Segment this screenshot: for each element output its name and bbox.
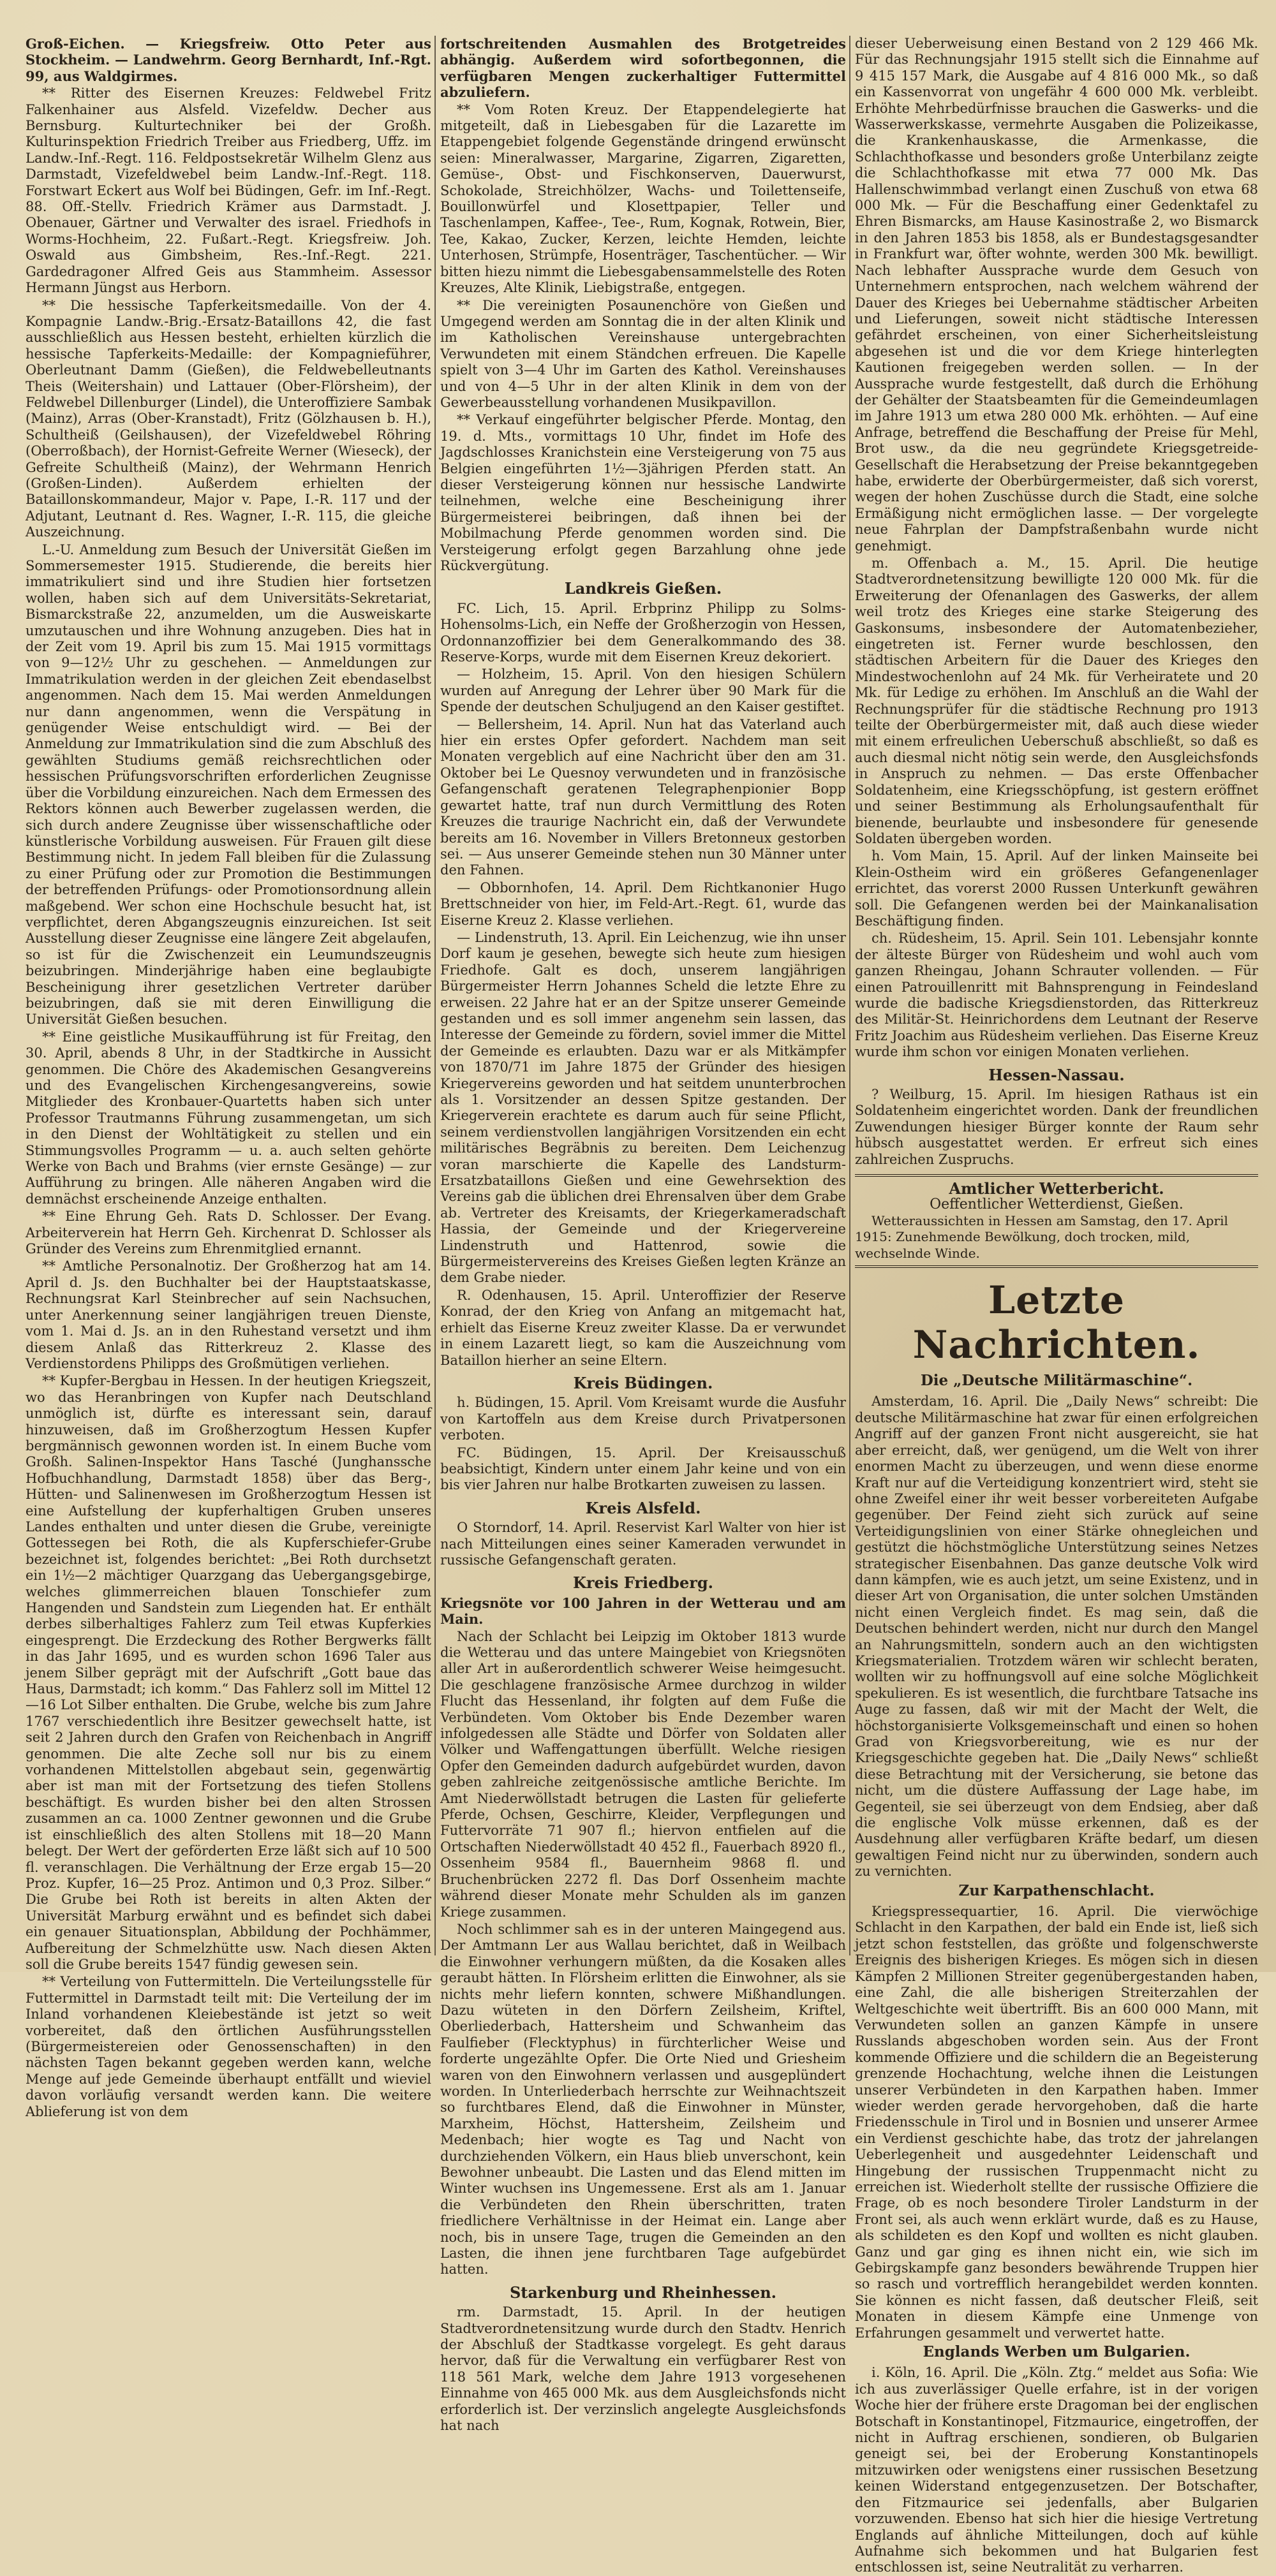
article-paragraph: Nach der Schlacht bei Leipzig im Oktober 1813 wurde die Wetterau und das untere Maingebiet von Kriegsnöten aller Art in außerordentlich schwerer Weise heimgesucht. Die geschlagene französische Armee durchzog in wilder Flucht das Hessenland, ihr folgten auf dem Fuße die Verbündeten. Vom Oktober bis Ende Dezember waren infolgedessen alle Städte und Dörfer von Soldaten aller Völker und Waffengattungen überfüllt. Welche riesigen Opfer den Gemeinden dadurch aufgebürdet wurden, davon geben zahlreiche zeitgenössische amtliche Berichte. Im Amt Niederwöllstadt betrugen die Lasten für gelieferte Pferde, Ochsen, Geschirre, Kleider, Verpflegungen und Futtervorräte 71 907 fl.; hiervon entfielen auf die Ortschaften Niederwöllstadt 40 452 fl., Fauerbach 8920 fl., Ossenheim 9584 fl., Bauernheim 9868 fl. und Bruchenbrücken 2272 fl. Das Dorf Ossenheim machte während dieser Monate mehr Schulden als im ganzen Kriege zusammen. [440, 1628, 846, 1920]
article-paragraph: — Lindenstruth, 13. April. Ein Leichenzug, wie ihn unser Dorf kaum je gesehen, bewegte sich heute zum hiesigen Friedhofe. Galt es doch, unserem langjährigen Bürgermeister Herrn Johannes Scheld die letzte Ehre zu erweisen. 22 Jahre hat er an der Spitze unserer Gemeinde gestanden und es soll immer angenehm sein lassen, das Interesse der Gemeinde zu fördern, soviel immer die Mittel der Gemeinde es erlaubten. Dazu war er als Mitkämpfer von 1870/71 im Jahre 1875 der Gründer des hiesigen Kriegervereins geworden und hat seitdem ununterbrochen als 1. Vorsitzender an dessen Spitze gestanden. Der Kriegerverein erachtete es darum auch für seine Pflicht, seinem verdienstvollen langjährigen Vorsitzenden ein echt militärisches Begräbnis zu bereiten. Dem Leichenzug voran marschierte die Kapelle des Landsturm-Ersatzbataillons Gießen und eine Gewehrsektion des Vereins gab die üblichen drei Ehrensalven über dem Grabe ab. Vertreter des Kreisamts, der Kriegerkameradschaft Hassia, der Gemeinde und der Kriegervereine Lindenstruth und Hattenrod, sowie die Bürgermeistervereins des Kreises Gießen legten Kränze an dem Grabe nieder. [440, 929, 846, 1286]
article-paragraph: Kriegsnöte vor 100 Jahren in der Wetterau und am Main. [440, 1594, 846, 1628]
column-2 [440, 36, 846, 2434]
article-paragraph: rm. Darmstadt, 15. April. In der heutigen Stadtverordnetensitzung wurde durch den Stadtv. Henrich der Abschluß der Stadtkasse vorgelegt. Es geht daraus hervor, daß für die Verwaltung ein verfügbarer Rest von 118 561 Mark, welche dem Jahre 1913 vorgesehenen Einnahme von 465 000 Mk. aus dem Ausgleichsfonds nicht erforderlich ist. Der verzinslich angelegte Ausgleichsfonds hat nach [440, 2304, 846, 2434]
article-paragraph: Amsterdam, 16. April. Die „Daily News“ schreibt: Die deutsche Militärmaschine hat zwar für einen erfolgreichen Angriff auf der ganzen Front nicht ausgereicht, sie hat aber erreicht, daß, wer genügend, um die Welt von ihrer enormen Macht zu überzeugen, und wenn diese enorme Kraft nur auf die Verteidigung konzentriert wird, steht sie ohne Zweifel einer ihr weit besser vorbereiteten Aufgabe gegenüber. Der Feind zieht sich zurück auf seine Verteidigungslinien von einer Stärke ohnegleichen und gestützt die höchstmögliche Unterstützung seines Netzes strategischer Eisenbahnen. Das ganze deutsche Volk wird dann kämpfen, wie es auch jetzt, um seine Existenz, und in dieser Art von Organisation, die unter solchen Umständen nicht einen Vergleich findet. Es mag sein, daß die Deutschen behindert werden, nicht nur durch den Mangel an Nahrungsmitteln, sondern auch an den wichtigsten Kriegsmaterialien. Trotzdem wären wir schlecht beraten, wollten wir zu hoffnungsvoll auf eine solche Möglichkeit spekulieren. Es ist wesentlich, die furchtbare Tatsache ins Auge zu fassen, daß wir mit der Macht der Welt, die höchstorganisierte Volksgemeinschaft und einen so hohen Grad von Kriegsvorbereitung, wie es nur der Kriegsgeschichte gegeben hat. Die „Daily News“ schließt diese Betrachtung mit der Versicherung, sie betone das nicht, um die düstere Auffassung der Lage habe, im Gegenteil, sie sei überzeugt von dem Endsieg, aber daß die englische Volk müsse erkennen, daß es der Ausdehnung aller verfügbaren Kräfte bedarf, um diesen gewaltigen Feind nicht nur zu überwinden, sondern auch zu vernichten. [855, 1394, 1258, 1880]
article-paragraph: ** Amtliche Personalnotiz. Der Großherzog hat am 14. April d. Js. den Buchhalter bei der Hauptstaatskasse, Rechnungsrat Karl Steinbrecher auf sein Nachsuchen, unter Anerkennung seiner langjährigen treuen Dienste, vom 1. Mai d. Js. an in den Ruhestand versetzt und ihm diesem Anlaß das Ritterkreuz 2. Klasse des Verdienstordens Philipps des Großmütigen verliehen. [26, 1258, 431, 1371]
article-paragraph: O Storndorf, 14. April. Reservist Karl Walter von hier ist nach Mitteilungen eines seiner Kameraden verwundet in russische Gefangenschaft geraten. [440, 1520, 846, 1568]
column-1 [26, 36, 431, 2119]
article-paragraph: ** Verkauf eingeführter belgischer Pferde. Montag, den 19. d. Mts., vormittags 10 Uhr, findet im Hofe des Jagdschlosses Kranichstein eine Versteigerung von 75 aus Belgien eingeführten 1½—3jährigen Pferden statt. An dieser Versteigerung können nur hessische Landwirte teilnehmen, welche eine Bescheinigung ihrer Bürgermeisterei beibringen, daß ihnen bei der Mobilmachung Pferde genommen worden sind. Die Versteigerung erfolgt gegen Barzahlung ohne jede Rückvergütung. [440, 412, 846, 573]
section-heading: Kreis Alsfeld. [585, 1498, 701, 1517]
weather-report-line: Wetteraussichten in Hessen am Samstag, den 17. April 1915: Zunehmende Bewölkung, doch trocken, mild, wechselnde Winde. [855, 1212, 1228, 1261]
article-paragraph: ** Verteilung von Futtermitteln. Die Verteilungsstelle für Futtermittel in Darmstadt teilt mit: Die Verteilung der im Inland vorhandenen Kleiebestände ist jetzt so weit vorbereitet, daß den örtlichen Ausführungsstellen (Bürgermeistereien oder Genossenschaften) in den nächsten Tagen bekannt gegeben werden kann, welche Menge auf jede Gemeinde überhaupt entfällt und wieviel davon vorläufig versandt werden kann. Die weitere Ablieferung ist von dem [26, 1974, 431, 2119]
article-paragraph: m. Offenbach a. M., 15. April. Die heutige Stadtverordnetensitzung bewilligte 120 000 Mk. für die Erweiterung der Ofenanlagen des Gaswerks, der allem weil trotz des Krieges eine starke Steigerung des Gaskonsums, insbesondere der Automatenbezieher, eingetreten ist. Ferner wurde beschlossen, den städtischen Arbeitern für die Dauer des Krieges den Mindestwochenlohn auf 24 Mk. für Verheiratete und 20 Mk. für Ledige zu erhöhen. Im Anschluß an die Wahl der Rechnungsprüfer für die städtische Rechnung pro 1913 teilte der Oberbürgermeister mit, daß auch diese wieder mit einem erfreulichen Ueberschuß abschließt, so daß es auch diesmal nicht nötig sein werde, den Ausgleichsfonds in Anspruch zu nehmen. — Das erste Offenbacher Soldatenheim, eine Kriegsschöpfung, ist gestern eröffnet und seiner Bestimmung als Erholungsaufenthalt für bienende, beurlaubte und insbesondere für genesende Soldaten übergeben worden. [855, 556, 1258, 846]
article-paragraph: Groß-Eichen. — Kriegsfreiw. Otto Peter aus Stockheim. — Landwehrm. Georg Bernhardt, Inf.-Rgt. 99, aus Waldgirmes. [26, 36, 431, 84]
article-paragraph: h. Vom Main, 15. April. Auf der linken Mainseite bei Klein-Ostheim wird ein größeres Gefangenenlager errichtet, das vorerst 2000 Russen Unterkunft gewähren soll. Die Gefangenen werden bei der Mainkanalisation Beschäftigung finden. [855, 848, 1258, 929]
article-paragraph: dieser Ueberweisung einen Bestand von 2 129 466 Mk. Für das Rechnungsjahr 1915 stellt sich die Einnahme auf 9 415 157 Mark, die Ausgabe auf 4 816 000 Mk., so daß ein Kassenvorrat von ungefähr 4 600 000 Mk. verbleibt. Erhöhte Mehrbedürfnisse brauchen die Gaswerks- und die Wasserwerkskasse, vermehrte Ausgaben die Polizeikasse, die Krankenhauskasse, die Armenkasse, die Schlachthofkasse und besonders große Unterbilanz zeigte die Schlachthofkasse mit etwa 77 000 Mk. Das Hallenschwimmbad verlangt einen Zuschuß von etwa 68 000 Mk. — Für die Beschaffung einer Gedenktafel zu Ehren Bismarcks, am Hause Kasinostraße 2, wo Bismarck in den Jahren 1853 bis 1858, als er Bundestagsgesandter in Frankfurt war, öfter wohnte, werden 300 Mk. bewilligt. Nach lebhafter Aussprache wurde dem Gesuch von Unternehmern entsprochen, nach welchem während der Dauer des Krieges bei Uebernahme städtischer Arbeiten und Lieferungen, soweit nicht städtische Interessen gefährdet erscheinen, von einer Sicherheitsleistung abgesehen ist und die vor dem Kriege hinterlegten Kautionen freigegeben werden sollen. — In der Aussprache wurde festgestellt, daß durch die Erhöhung der Gehälter der Staatsbeamten für die Gemeindeumlagen im Jahre 1913 um etwa 280 000 Mk. erhöhten. — Auf eine Anfrage, betreffend die Beschaffung der Preise für Mehl, Brot usw., da die neu gegründete Kriegsgetreide-Gesellschaft die Herabsetzung der Preise bekanntgegeben habe, erwiderte der Oberbürgermeister, daß sich vorerst, wegen der hohen Zuschüsse durch die Stadt, eine solche Ermäßigung nicht ermöglichen lasse. — Der vorgelegte neue Fahrplan der Dampfstraßenbahn wurde nicht genehmigt. [855, 36, 1258, 554]
article-paragraph: FC. Lich, 15. April. Erbprinz Philipp zu Solms-Hohensolms-Lich, ein Neffe der Großherzogin von Hessen, Ordonnanzoffizier bei dem Generalkommando des 38. Reserve-Korps, wurde mit dem Eisernen Kreuz dekoriert. [440, 600, 846, 665]
column-3 [855, 36, 1258, 2575]
article-paragraph: i. Köln, 16. April. Die „Köln. Ztg.“ meldet aus Sofia: Wie ich aus zuverlässiger Quelle erfahre, ist in der vorigen Woche hier der frühere erste Dragoman bei der englischen Botschaft in Konstantinopel, Fitzmaurice, eingetroffen, der nicht in Auftrag erschienen, sondieren, ob Bulgarien geneigt sei, bei der Eroberung Konstantinopels mitzuwirken oder wenigstens einer russischen Besetzung keinen Widerstand entgegenzusetzen. Der Botschafter, den Fitzmaurice sei jedenfalls, aber Bulgarien vorzuwenden. Ebenso hat sich hier die hiesige Vertretung Englands auf ähnliche Mitteilungen, doch auf kühle Aufnahme sich bekommen und hat Bulgarien fest entschlossen ist, seine Neutralität zu verharren. [855, 2365, 1258, 2575]
weather-report-line: Amtlicher Wetterbericht. [949, 1179, 1164, 1198]
article-paragraph: h. Büdingen, 15. April. Vom Kreisamt wurde die Ausfuhr von Kartoffeln aus dem Kreise durch Privatpersonen verboten. [440, 1395, 846, 1443]
article-paragraph: ** Eine Ehrung Geh. Rats D. Schlosser. Der Evang. Arbeiterverein hat Herrn Geh. Kirchenrat D. Schlosser als Gründer des Vereins zum Ehrenmitglied ernannt. [26, 1209, 431, 1257]
article-paragraph: ** Kupfer-Bergbau in Hessen. In der heutigen Kriegszeit, wo das Heranbringen von Kupfer nach Deutschland unmöglich ist, dürfte es interessant sein, darauf hinzuweisen, daß im Großherzogtum Hessen Kupfer bergmännisch gewonnen worden ist. In einem Buche vom Großh. Salinen-Inspektor Hans Tasché (Junghanssche Hofbuchhandlung, Darmstadt 1858) über das Berg-, Hütten- und Salinenwesen im Großherzogtum Hessen ist eine Aufstellung der kupferhaltigen Gruben unseres Landes enthalten und unter diesen die Grube, vereinigte Gottessegen bei Roth, die als Kupferschiefer-Grube bezeichnet ist, folgendes berichtet: „Bei Roth durchsetzt ein 1½—2 mächtiger Quarzgang das Uebergangsgebirge, welches glimmerreichen blauen Tonschiefer zum Hangenden und Sandstein zum Liegenden hat. Er enthält derbes silberhaltiges Fahlerz zum Teil etwas Kupferkies eingesprengt. Die Erzdeckung des Rother Bergwerks fällt in das Jahr 1695, und es wurden schon 1696 Taler aus jenem Silber geprägt mit der Aufschrift „Gott baue das Haus, Darmstadt; ich komm.“ Das Fahlerz soll im Mittel 12—16 Lot Silber enthalten. Die Grube, welche bis zum Jahre 1767 verschiedentlich ihre Besitzer gewechselt hatte, ist seit 2 Jahren durch den Grafen von Reichenbach in Angriff genommen. Die alte Zeche soll nur bis zu einem vorhandenen Mittelstollen abgebaut sein, gegenwärtig aber ist man mit der Fortsetzung des tiefen Stollens beschäftigt. Es wurden bisher bei den alten Strossen zusammen an ca. 1000 Zentner gewonnen und die Grube ist einschließlich des alten Stollens mit 18—20 Mann belegt. Der Wert der geförderten Erze läßt sich auf 10 500 fl. veranschlagen. Die Verhältnung der Erze ergab 15—20 Proz. Kupfer, 16—25 Proz. Antimon und 0,3 Proz. Silber.“ Die Grube bei Roth ist bereits in alten Akten der Universität Marburg erwähnt und es befindet sich dabei ein genauer Situationsplan, Abbildung der Pochhämmer, Aufbereitung der Schmelzhütte usw. Nach diesen Akten soll die Grube bereits 1547 fündig gewesen sein. [26, 1373, 431, 1972]
article-paragraph: Noch schlimmer sah es in der unteren Maingegend aus. Der Amtmann Ler aus Wallau berichtet, daß in Weilbach die Einwohner verhungern müßten, da die Kosaken alles geraubt hätten. In Flörsheim erlitten die Einwohner, als sie nichts mehr liefern konnten, schwere Mißhandlungen. Dazu wüteten in den Dörfern Zeilsheim, Kriftel, Oberliederbach, Hattersheim und Schwanheim das Faulfieber (Flecktyphus) in fürchterlicher Weise und forderte ungezählte Opfer. Die Orte Nied und Griesheim waren von den Einwohnern verlassen und ausgeplündert worden. In Unterliederbach herrschte zur Weihnachtszeit so furchtbares Elend, daß die Einwohner in Münster, Marxheim, Höchst, Hattersheim, Zeilsheim und Medenbach; hier wogte es Tag und Nacht von durchziehenden Völkern, ein Haus blieb unverschont, kein Bewohner unbeaubt. Die Lasten und das Elend mitten im Winter wuchsen ins Ungemessene. Erst als am 1. Januar die Verbündeten den Rhein überschritten, traten friedlichere Verhältnisse in der Heimat ein. Lange aber noch, bis in unsere Tage, trugen die Gemeinden an den Lasten, die ihnen jene furchtbaren Tage aufgebürdet hatten. [440, 1921, 846, 2278]
article-paragraph: — Bellersheim, 14. April. Nun hat das Vaterland auch hier ein erstes Opfer gefordert. Nachdem man seit Monaten vergeblich auf eine Nachricht über den am 31. Oktober bei Le Quesnoy verwundeten und in französische Gefangenschaft geratenen Telegraphenpionier Bopp gewartet hatte, traf nun durch Vermittlung des Roten Kreuzes die traurige Nachricht ein, daß der Verwundete bereits am 16. November in Villers Bretonneux gestorben sei. — Aus unserer Gemeinde stehen nun 30 Männer unter den Fahnen. [440, 716, 846, 878]
section-heading: Landkreis Gießen. [564, 579, 722, 598]
article-paragraph: — Holzheim, 15. April. Von den hiesigen Schülern wurden auf Anregung der Lehrer über 90 Mark für die Spende der deutschen Schuljugend an den Kaiser gestiftet. [440, 666, 846, 715]
article-paragraph: ** Vom Roten Kreuz. Der Etappendelegierte hat mitgeteilt, daß in Liebesgaben für die Lazarette im Etappengebiet folgende Gegenstände dringend erwünscht seien: Mineralwasser, Margarine, Zigarren, Zigaretten, Gemüse-, Obst- und Fischkonserven, Dauerwurst, Schokolade, Streichhölzer, Wachs- und Toilettenseife, Bouillonwürfel und Klosettpapier, Teller und Taschenlampen, Kaffee-, Tee-, Rum, Kognak, Rotwein, Bier, Tee, Kakao, Zucker, Kerzen, leichte Hemden, leichte Unterhosen, Strümpfe, Hosenträger, Taschentücher. — Wir bitten hiezu nimmt die Liebesgabensammelstelle des Roten Kreuzes, Alte Klinik, Liebigstraße, entgegen. [440, 101, 846, 296]
article-paragraph: ** Eine geistliche Musikaufführung ist für Freitag, den 30. April, abends 8 Uhr, in der Stadtkirche in Aussicht genommen. Die Chöre des Akademischen Gesangvereins und des Evangelischen Kirchengesangvereins, sowie Mitglieder des Kronbauer-Quartetts haben sich unter Professor Trautmanns Führung zusammengetan, um sich in den Dienst der Wohltätigkeit zu stellen und ein Stimmungsvolles Programm — u. a. auch selten gehörte Werke von Bach und Brahms (vier ernste Gesänge) — zur Aufführung zu bringen. Alle näheren Angaben wird die demnächst erscheinende Anzeige enthalten. [26, 1029, 431, 1207]
article-paragraph: Kriegspressequartier, 16. April. Die vierwöchige Schlacht in den Karpathen, der bald ein Ende ist, ließ sich jetzt schon feststellen, das größte und folgenschwerste Ereignis des bisherigen Krieges. Es mögen sich in diesen Kämpfen 2 Millionen Streiter gegenübergestanden haben, eine Zahl, die alle bisherigen Streiterzahlen der Weltgeschichte weit übertrifft. Bis an 600 000 Mann, mit Verwundeten sollen an ganzen Kämpfe in unsere Russlands abgeschoben worden sein. Aus der Front kommende Offiziere und die schildern die an Begeisterung grenzende Hochachtung, welche ihnen die Leistungen unserer Verbündeten in den Karpathen haben. Immer wieder werden gerade hervorgehoben, daß die harte Friedensschule in Tirol und in Bosnien und unserer Armee ein Verdienst geschichte habe, das trotz der jahrelangen Ueberlegenheit und ausgedehnter Leidenschaft und Hingebung der russischen Truppenmacht nicht zu erreichen ist. Wiederholt stellte der russische Offiziere die Frage, ob es noch besondere Tiroler Landsturm in der Front sei, als auch wenn erklärt wurde, daß es zu Hause, als schildeten es den Kopf und wollten es nicht glauben. Ganz und gar ging es ihnen nicht ein, wie sich im Gebirgskampfe ganz besonders bewährende Truppen hier so rasch und vortrefflich herangebildet werden konnten. Sie können es nicht fassen, daß deutscher Fleiß, seit Monaten in diesem Kämpfe eine Unmenge von Erfahrungen gesammelt und verwertet hatte. [855, 1904, 1258, 2341]
article-paragraph: fortschreitenden Ausmahlen des Brotgetreides abhängig. Außerdem wird sofortbegonnen, die verfügbaren Mengen zuckerhaltiger Futtermittel abzuliefern. [440, 36, 846, 101]
article-paragraph: ** Die hessische Tapferkeitsmedaille. Von der 4. Kompagnie Landw.-Brig.-Ersatz-Bataillons 42, die fast ausschließlich aus Hessen besteht, erhielten kürzlich die hessische Tapferkeits-Medaille: der Kompagnieführer, Oberleutnant Damm (Gießen), die Feldwebelleutnants Theis (Weitershain) und Lattauer (Ober-Flörsheim), der Feldwebel Dillenburger (Lindel), die Unteroffiziere Sambak (Mainz), Arras (Ober-Kranstadt), Fritz (Gölzhausen b. H.), Schultheiß (Geilshausen), der Vizefeldwebel Röhring (Oberroßbach), der Hornist-Gefreite Werner (Wieseck), der Gefreite Schultheiß (Mainz), der Wehrmann Henrich (Großen-Linden). Außerdem erhielten der Bataillonskommandeur, Major v. Pape, I.-R. 117 und der Adjutant, Leutnant d. Res. Wagner, I.-R. 115, die gleiche Auszeichnung. [26, 297, 431, 540]
article-paragraph: ** Die vereinigten Posaunenchöre von Gießen und Umgegend werden am Sonntag die in der alten Klinik und im Katholischen Vereinshause untergebrachten Verwundeten mit einem Ständchen erfreuen. Die Kapelle spielt von 3—4 Uhr im Garten des Kathol. Vereinshauses und von 4—5 Uhr in der alten Klinik in dem von der Gewerbeausstellung vorhandenen Musikpavillon. [440, 297, 846, 410]
article-paragraph: — Obbornhofen, 14. April. Dem Richtkanonier Hugo Brettschneider von hier, im Feld-Art.-Regt. 61, wurde das Eiserne Kreuz 2. Klasse verliehen. [440, 880, 846, 928]
article-paragraph: ch. Rüdesheim, 15. April. Sein 101. Lebensjahr konnte der älteste Bürger von Rüdesheim und wohl auch vom ganzen Rheingau, Johann Schrauter vollenden. — Für einen Patrouillenritt mit Bahnsprengung in Feindesland wurde die badische Kriegsdienstorden, das Ritterkreuz des Militär-St. Heinrichordens dem Leutnant der Reserve Fritz Joachim aus Rüdesheim verliehen. Das Eiserne Kreuz wurde ihm schon vor einigen Monaten verliehen. [855, 931, 1258, 1060]
section-heading: Kreis Friedberg. [572, 1573, 714, 1593]
section-heading: Starkenburg und Rheinhessen. [509, 2283, 777, 2302]
section-heading: Kreis Büdingen. [573, 1373, 713, 1392]
column-divider [434, 36, 436, 1955]
article-paragraph: ? Weilburg, 15. April. Im hiesigen Rathaus ist ein Soldatenheim eingerichtet worden. Dank der freundlichen Zuwendungen hiesiger Bürger konnte der Raum sehr hübsch ausgestattet werden. Er erfreut sich eines zahlreichen Zuspruchs. [855, 1087, 1258, 1167]
article-paragraph: FC. Büdingen, 15. April. Der Kreisausschuß beabsichtigt, Kindern unter einem Jahr keine und von ein bis vier Jahren nur halbe Brotkarten zuweisen zu lassen. [440, 1445, 846, 1493]
article-paragraph: ** Ritter des Eisernen Kreuzes: Feldwebel Fritz Falkenhainer aus Alsfeld. Vizefeldw. Decher aus Bernsburg. Kulturtechniker bei der Großh. Kulturinspektion Friedrich Treiber aus Friedberg, Uffz. im Landw.-Inf.-Regt. 116. Feldpostsekretär Wilhelm Glenz aus Darmstadt, Vizefeldwebel beim Landw.-Inf.-Regt. 118. Forstwart Eckert aus Wolf bei Büdingen, Gefr. im Inf.-Regt. 88. Off.-Stellv. Friedrich Krämer aus Darmstadt. J. Obenauer, Gärtner und Verwalter des israel. Friedhofs in Worms-Hochheim, 22. Fußart.-Regt. Kriegsfreiw. Joh. Oswald aus Gimbsheim, Res.-Inf.-Regt. 221. Gardedragoner Alfred Geis aus Stammheim. Assessor Hermann Jüngst aus Herborn. [26, 85, 431, 296]
article-headline: Zur Karpathenschlacht. [958, 1881, 1155, 1899]
article-paragraph: L.-U. Anmeldung zum Besuch der Universität Gießen im Sommersemester 1915. Studierende, die bereits hier immatrikuliert sind und ihre Studien hier fortsetzen wollen, haben sich auf dem Universitäts-Sekretariat, Bismarckstraße 22, anzumelden, um die Ausweiskarte umzutauschen und ihre Wohnung anzugeben. Dies hat in der Zeit vom 19. April bis zum 15. Mai 1915 vormittags von 9—12½ Uhr zu geschehen. — Anmeldungen zur Immatrikulation werden in der gleichen Zeit ebendaselbst angenommen. Nach dem 15. Mai werden Anmeldungen nur dann angenommen, wenn die Verspätung in genügender Weise entschuldigt wird. — Bei der Anmeldung zur Immatrikulation sind die zum Abschluß des gewählten Studiums gemäß reichsrechtlichen oder hessischen Prüfungsvorschriften erforderlichen Zeugnisse über die Vorbildung einzureichen. Nach dem Ermessen des Rektors können auch Bewerber zugelassen werden, die sich durch andere Zeugnisse über wissenschaftliche oder künstlerische Vorbildung ausweisen. Für Frauen gilt diese Bestimmung nicht. In jedem Fall bleiben für die Zulassung zu einer Prüfung oder zur Promotion die Bestimmungen der betreffenden Prüfungs- oder Promotionsordnung allein maßgebend. Wer schon eine Hochschule besucht hat, ist verpflichtet, deren Abgangszeugnis einzureichen. Ist seit Ausstellung dieser Zeugnisse eine längere Zeit abgelaufen, so ist für die Zwischenzeit ein Leumundszeugnis beizubringen. Minderjährige haben eine beglaubigte Bescheinigung ihrer gesetzlichen Vertreter darüber beizubringen, daß sie mit deren Einwilligung die Universität Gießen besuchen. [26, 541, 431, 1027]
article-headline: Englands Werben um Bulgarien. [923, 2343, 1191, 2361]
weather-report-box [855, 1174, 1258, 1268]
section-heading: Hessen-Nassau. [988, 1065, 1125, 1084]
weather-report-line: Oeffentlicher Wetterdienst, Gießen. [930, 1196, 1183, 1213]
article-paragraph: R. Odenhausen, 15. April. Unteroffizier der Reserve Konrad, der den Krieg von Anfang an mitgemacht hat, erhielt das Eiserne Kreuz zweiter Klasse. Da er verwundet in einem Lazarett liegt, so kam die Auszeichnung vom Bataillon hierher an seine Eltern. [440, 1287, 846, 1368]
latest-news-title: Letzte Nachrichten. [912, 1278, 1201, 1368]
column-divider [849, 36, 850, 1955]
article-headline: Die „Deutsche Militärmaschine“. [920, 1372, 1193, 1390]
